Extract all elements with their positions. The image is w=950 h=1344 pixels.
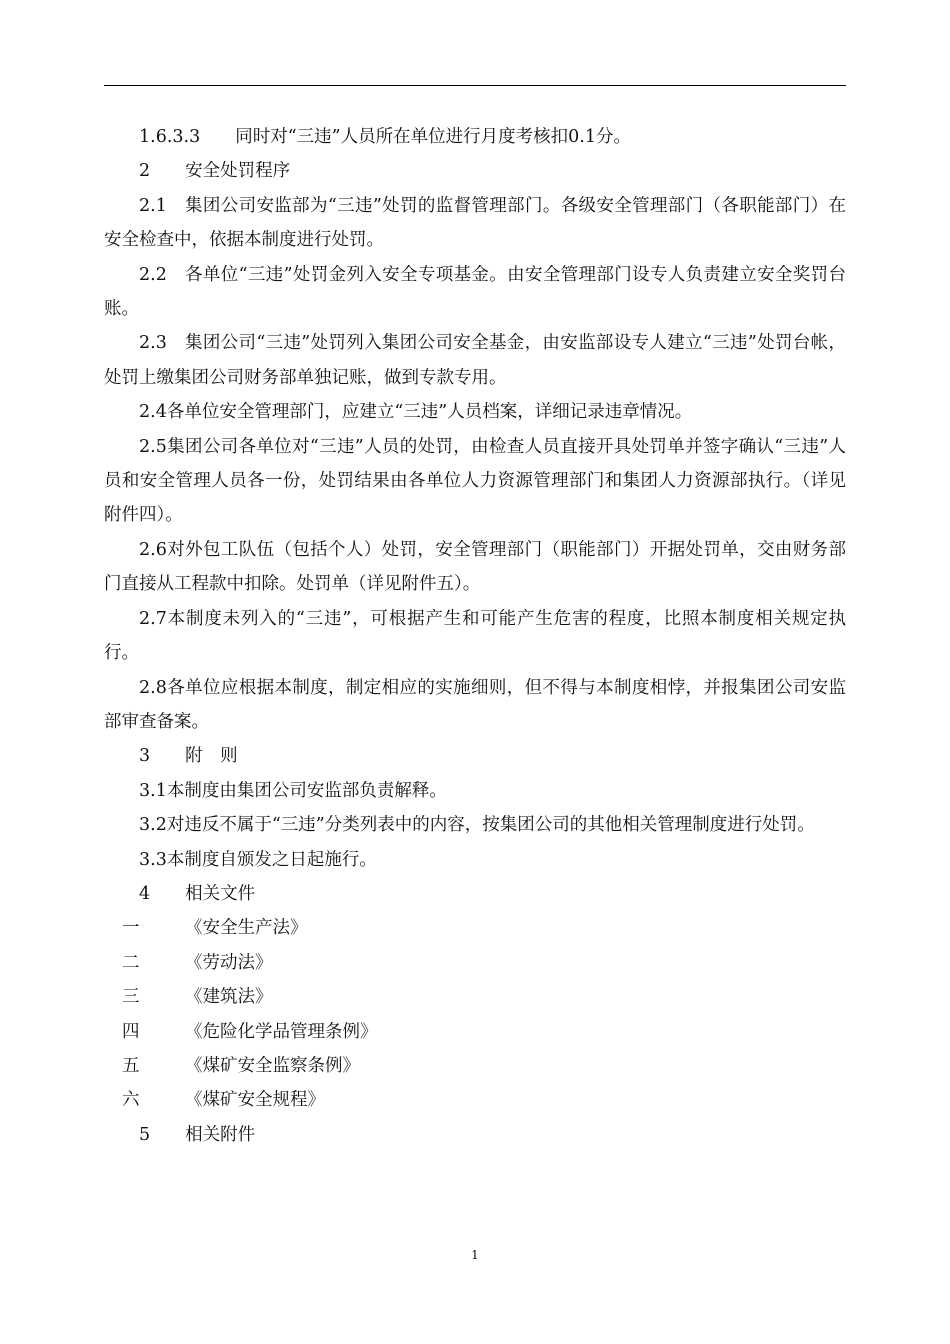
- document-body: [104, 120, 846, 1152]
- list-number: 五: [122, 1055, 140, 1076]
- list-number: 一: [122, 918, 140, 939]
- document-title: 《建筑法》: [185, 987, 273, 1008]
- heading-2: 2 安全处罚程序: [139, 161, 291, 182]
- document-title: 《煤矿安全监察条例》: [185, 1055, 360, 1076]
- paragraph-3-3: 3.3本制度自颁发之日起施行。: [139, 849, 377, 870]
- page-number: 1: [471, 1248, 479, 1262]
- document-title: 《劳动法》: [185, 952, 273, 973]
- paragraph-2-3: 2.3 集团公司“三违”处罚列入集团公司安全基金，由安监部设专人建立“三违”处罚台帐，处罚上缴集团公司财务部单独记账，做到专款专用。: [104, 333, 846, 388]
- paragraph-2-2: 2.2 各单位“三违”处罚金列入安全专项基金。由安全管理部门设专人负责建立安全奖罚台账。: [104, 264, 846, 320]
- list-number: 三: [122, 987, 140, 1008]
- paragraph-2-5: 2.5集团公司各单位对“三违”人员的处罚，由检查人员直接开具处罚单并签字确认“三违”人员和安全管理人员各一份，处罚结果由各单位人力资源管理部门和集团人力资源部执行。（详见附件四）。: [104, 436, 846, 526]
- document-list-item: [104, 1049, 846, 1083]
- list-number: 六: [122, 1090, 140, 1111]
- document-list-item: [104, 980, 846, 1014]
- document-title: 《危险化学品管理条例》: [185, 1021, 378, 1042]
- paragraph-2-7: 2.7本制度未列入的“三违”，可根据产生和可能产生危害的程度，比照本制度相关规定执行。: [104, 608, 846, 664]
- paragraph-2-1: 2.1 集团公司安监部为“三违”处罚的监督管理部门。各级安全管理部门（各职能部门）在安全检查中，依据本制度进行处罚。: [104, 195, 846, 251]
- list-number: 二: [122, 952, 140, 973]
- paragraph-3-2: 3.2对违反不属于“三违”分类列表中的内容，按集团公司的其他相关管理制度进行处罚。: [139, 815, 815, 836]
- paragraph-3-1: 3.1本制度由集团公司安监部负责解释。: [139, 780, 447, 801]
- document-title: 《安全生产法》: [185, 918, 308, 939]
- document-list-item: [104, 946, 846, 980]
- heading-4: 4 相关文件: [139, 883, 256, 904]
- list-number: 四: [122, 1021, 140, 1042]
- document-list-item: [104, 1083, 846, 1117]
- document-title: 《煤矿安全规程》: [185, 1090, 325, 1111]
- heading-3: 3 附 则: [139, 746, 238, 767]
- header-rule: [104, 85, 846, 86]
- paragraph-2-8: 2.8各单位应根据本制度，制定相应的实施细则，但不得与本制度相悖，并报集团公司安监部审查备案。: [104, 677, 846, 732]
- paragraph-2-6: 2.6对外包工队伍（包括个人）处罚，安全管理部门（职能部门）开据处罚单，交由财务部门直接从工程款中扣除。处罚单（详见附件五）。: [104, 539, 846, 595]
- document-list-item: [104, 911, 846, 945]
- document-list-item: [104, 1015, 846, 1049]
- heading-5: 5 相关附件: [139, 1124, 256, 1145]
- paragraph-2-4: 2.4各单位安全管理部门，应建立“三违”人员档案，详细记录违章情况。: [139, 402, 693, 423]
- paragraph-1-6-3-3: 1.6.3.3 同时对“三违”人员所在单位进行月度考核扣0.1分。: [139, 127, 631, 147]
